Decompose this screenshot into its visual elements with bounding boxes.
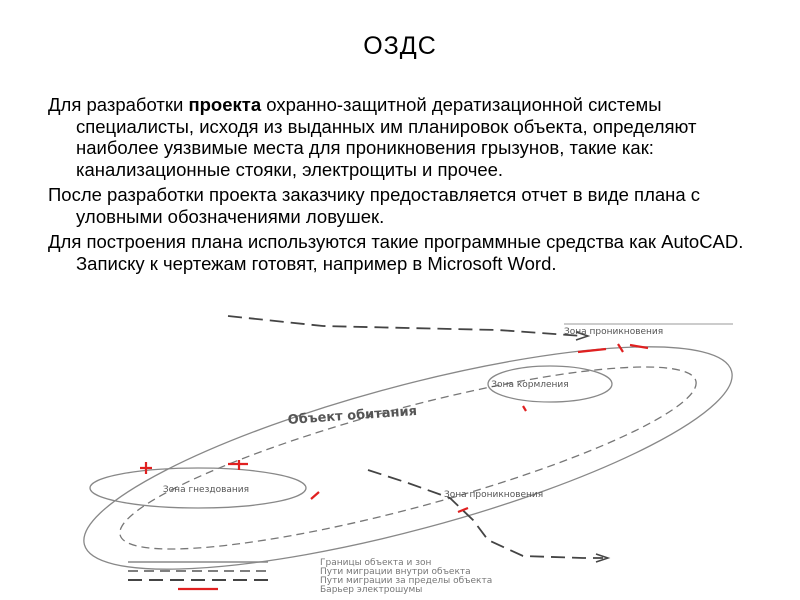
legend-item: Пути миграции внутри объекта (320, 567, 471, 577)
diagram-svg (78, 308, 738, 598)
external-path-bottom (368, 470, 603, 558)
habitat-boundary (78, 308, 738, 598)
paragraph-1-bold: проекта (188, 94, 262, 115)
nesting-zone-label: Зона гнездования (162, 485, 250, 495)
legend (128, 558, 492, 595)
paragraph-2: После разработки проекта заказчику предоставляется отчет в виде плана с уловными обозначениями ловушек. (48, 184, 701, 227)
habitat-diagram (78, 308, 738, 598)
zone-top-label: Зона проникновения (564, 327, 664, 337)
habitat-label: Объект обитания (287, 403, 418, 428)
barrier-marker (578, 349, 606, 352)
legend-item: Пути миграции за пределы объекта (320, 576, 493, 586)
paragraph-1-after: охранно-защитной дератизационной системы специалисты, исходя из выданных им планировок объекта, определяют наиболее уязвимые места для проникновения грызунов, такие как: канализационные стояки, электрощиты и прочее. (76, 94, 697, 180)
slide-title: ОЗДС (363, 32, 437, 60)
paragraph-3: Для построения плана используются такие программные средства как AutoCAD. Записку к чертежам готовят, например в Microsoft Word. (48, 231, 744, 274)
inner-migration-path (107, 333, 709, 584)
barrier-marker (140, 462, 152, 474)
external-path-top (228, 316, 583, 336)
legend-item: Границы объекта и зон (320, 558, 432, 568)
paragraph-1-before: Для разработки (48, 94, 189, 115)
legend-item: Барьер электрошумы (320, 585, 423, 595)
barrier-marker (311, 492, 319, 499)
barrier-marker (523, 406, 526, 411)
paragraph-1 (48, 94, 768, 180)
body-text (48, 94, 768, 278)
feeding-zone-label: Зона кормления (491, 380, 569, 390)
zone-bottom-label: Зона проникновения (444, 490, 544, 500)
